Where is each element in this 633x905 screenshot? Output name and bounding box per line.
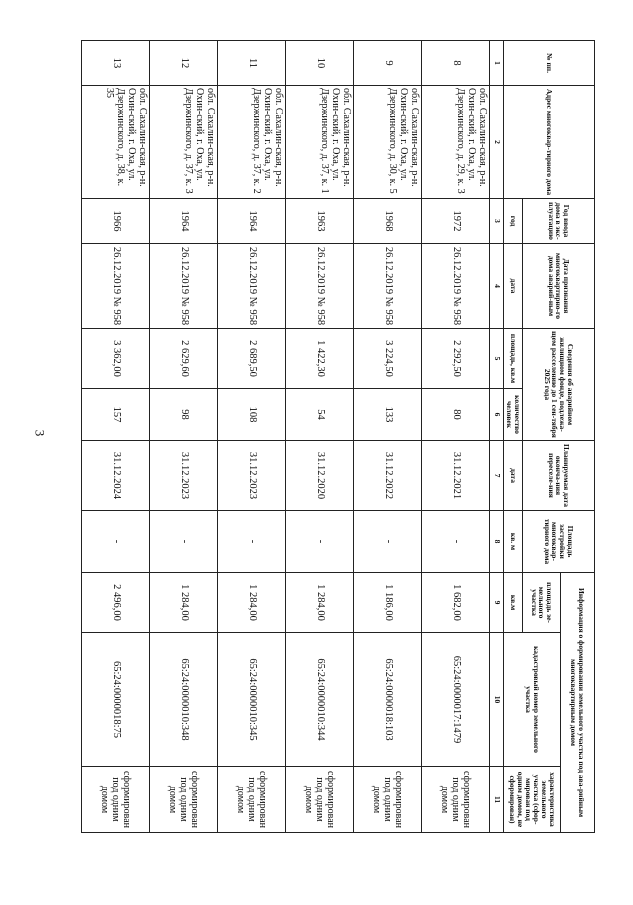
- column-number: 4: [490, 244, 504, 329]
- cell-land-area: 1 284,00: [150, 573, 218, 633]
- header-character: характеристика земельного участка (сфор-мирован под одним домом, не сформирован): [504, 767, 561, 833]
- cell-recognition-date: 26.12.2019 № 958: [286, 244, 354, 329]
- cell-cadastral: 65:24:0000010:348: [150, 633, 218, 767]
- cell-builtup: -: [82, 511, 150, 573]
- cell-no: 11: [218, 41, 286, 86]
- cell-land-area: 1 186,00: [354, 573, 422, 633]
- cell-people: 98: [150, 389, 218, 441]
- column-number: 1: [490, 41, 504, 86]
- cell-recognition-date: 26.12.2019 № 958: [354, 244, 422, 329]
- cell-area: 2 689,50: [218, 329, 286, 389]
- column-number: 2: [490, 86, 504, 199]
- cell-recognition-date: 26.12.2019 № 958: [422, 244, 490, 329]
- cell-land-area: 1 682,00: [422, 573, 490, 633]
- subheader-year: год: [504, 199, 523, 244]
- cell-people: 80: [422, 389, 490, 441]
- cell-character: сформирован под одним домом: [218, 767, 286, 833]
- subheader-date: дата: [504, 244, 523, 329]
- cell-people: 157: [82, 389, 150, 441]
- cell-character: сформирован под одним домом: [82, 767, 150, 833]
- cell-no: 10: [286, 41, 354, 86]
- cell-area: 3 224,50: [354, 329, 422, 389]
- table-row: [150, 41, 218, 833]
- cell-recognition-date: 26.12.2019 № 958: [150, 244, 218, 329]
- cell-address: обл. Сахалин-ская, р-н. Охин-ский, г. Оха, ул. Дзержинского, д. 30, к. 5: [354, 86, 422, 199]
- column-number: 11: [490, 767, 504, 833]
- cell-address: обл. Сахалин-ская, р-н. Охин-ский, г. Оха, ул. Дзержинского, д. 29, к. 3: [422, 86, 490, 199]
- cell-cadastral: 65:24:0000017:1479: [422, 633, 490, 767]
- cell-cadastral: 65:24:0000010:344: [286, 633, 354, 767]
- header-year-group: Год ввода дома в экс-плуатацию: [523, 199, 595, 244]
- cell-builtup: -: [422, 511, 490, 573]
- header-info-group: Сведения об аварийном жилищном фонде, подлежа-щем расселению до 1 сен-тября 2025 года: [523, 329, 595, 441]
- header-land-area: площадь зе-мельного участка: [523, 573, 561, 633]
- cell-area: 2 629,60: [150, 329, 218, 389]
- cell-people: 133: [354, 389, 422, 441]
- column-number: 5: [490, 329, 504, 389]
- cell-land-area: 1 284,00: [218, 573, 286, 633]
- cell-year: 1966: [82, 199, 150, 244]
- cell-year: 1968: [354, 199, 422, 244]
- cell-no: 9: [354, 41, 422, 86]
- cell-no: 8: [422, 41, 490, 86]
- cell-year: 1964: [150, 199, 218, 244]
- cell-year: 1963: [286, 199, 354, 244]
- column-number: 6: [490, 389, 504, 441]
- cell-cadastral: 65:24:0000018:75: [82, 633, 150, 767]
- column-number-row: [490, 41, 504, 833]
- cell-area: 3 362,00: [82, 329, 150, 389]
- cell-land-area: 1 284,00: [286, 573, 354, 633]
- cell-address: обл. Сахалин-ская, р-н. Охин-ский, г. Оха, ул. Дзержинского, д. 37, к. 2: [218, 86, 286, 199]
- page-number: 3: [32, 429, 48, 437]
- header-no: № пп.: [504, 41, 595, 86]
- cell-builtup: -: [218, 511, 286, 573]
- column-number: 7: [490, 441, 504, 511]
- cell-character: сформирован под одним домом: [354, 767, 422, 833]
- cell-character: сформирован под одним домом: [150, 767, 218, 833]
- header-recognition-group: Дата признания многоквартирно-го дома аварий-ным: [523, 244, 595, 329]
- cell-year: 1972: [422, 199, 490, 244]
- cell-cadastral: 65:24:0000010:345: [218, 633, 286, 767]
- cell-planned-date: 31.12.2023: [150, 441, 218, 511]
- document-page: [85, 40, 595, 832]
- cell-people: 54: [286, 389, 354, 441]
- header-address: Адрес многоквар-тирного дома: [504, 86, 595, 199]
- subheader-people: количество человек: [504, 389, 523, 441]
- column-number: 8: [490, 511, 504, 573]
- cell-planned-date: 31.12.2023: [218, 441, 286, 511]
- cell-no: 12: [150, 41, 218, 86]
- column-number: 9: [490, 573, 504, 633]
- header-builtup-group: Площадь застройки многоквар-тирного дома: [523, 511, 595, 573]
- cell-recognition-date: 26.12.2019 № 958: [218, 244, 286, 329]
- cell-planned-date: 31.12.2020: [286, 441, 354, 511]
- cell-address: обл. Сахалин-ская, р-н. Охин-ский, г. Оха, ул. Дзержинского, д. 37, к. 3: [150, 86, 218, 199]
- cell-year: 1964: [218, 199, 286, 244]
- cell-planned-date: 31.12.2024: [82, 441, 150, 511]
- cell-builtup: -: [150, 511, 218, 573]
- cell-address: обл. Сахалин-ская, р-н. Охин-ский, г. Оха, ул. Дзержинского, д. 38, к. 35: [82, 86, 150, 199]
- header-land-group: Информация о формировании земельного участка под ава-рийным многоквартирным домом: [561, 573, 595, 833]
- cell-cadastral: 65:24:0000018:103: [354, 633, 422, 767]
- subheader-planned-date: дата: [504, 441, 523, 511]
- subheader-area: площадь, кв.м: [504, 329, 523, 389]
- column-number: 3: [490, 199, 504, 244]
- cell-people: 108: [218, 389, 286, 441]
- cell-land-area: 2 496,00: [82, 573, 150, 633]
- subheader-sqm: кв. м: [504, 511, 523, 573]
- header-cadastral: кадастровый номер земельного участка: [504, 633, 561, 767]
- cell-character: сформирован под одним домом: [286, 767, 354, 833]
- cell-area: 1 422,30: [286, 329, 354, 389]
- table-row: [286, 41, 354, 833]
- cell-address: обл. Сахалин-ская, р-н. Охин-ский, г. Оха, ул. Дзержинского, д. 37, к. 1: [286, 86, 354, 199]
- header-planned-group: Планируемая дата оконча-ния переселе-ния: [523, 441, 595, 511]
- cell-character: сформирован под одним домом: [422, 767, 490, 833]
- cell-recognition-date: 26.12.2019 № 958: [82, 244, 150, 329]
- cell-builtup: -: [354, 511, 422, 573]
- table-row: [422, 41, 490, 833]
- table-row: [354, 41, 422, 833]
- cell-area: 2 292,50: [422, 329, 490, 389]
- cell-planned-date: 31.12.2021: [422, 441, 490, 511]
- column-number: 10: [490, 633, 504, 767]
- subheader-land-sqm: кв.м: [504, 573, 523, 633]
- cell-builtup: -: [286, 511, 354, 573]
- cell-no: 13: [82, 41, 150, 86]
- table-row: [82, 41, 150, 833]
- table-row: [218, 41, 286, 833]
- housing-table: [81, 40, 595, 833]
- cell-planned-date: 31.12.2022: [354, 441, 422, 511]
